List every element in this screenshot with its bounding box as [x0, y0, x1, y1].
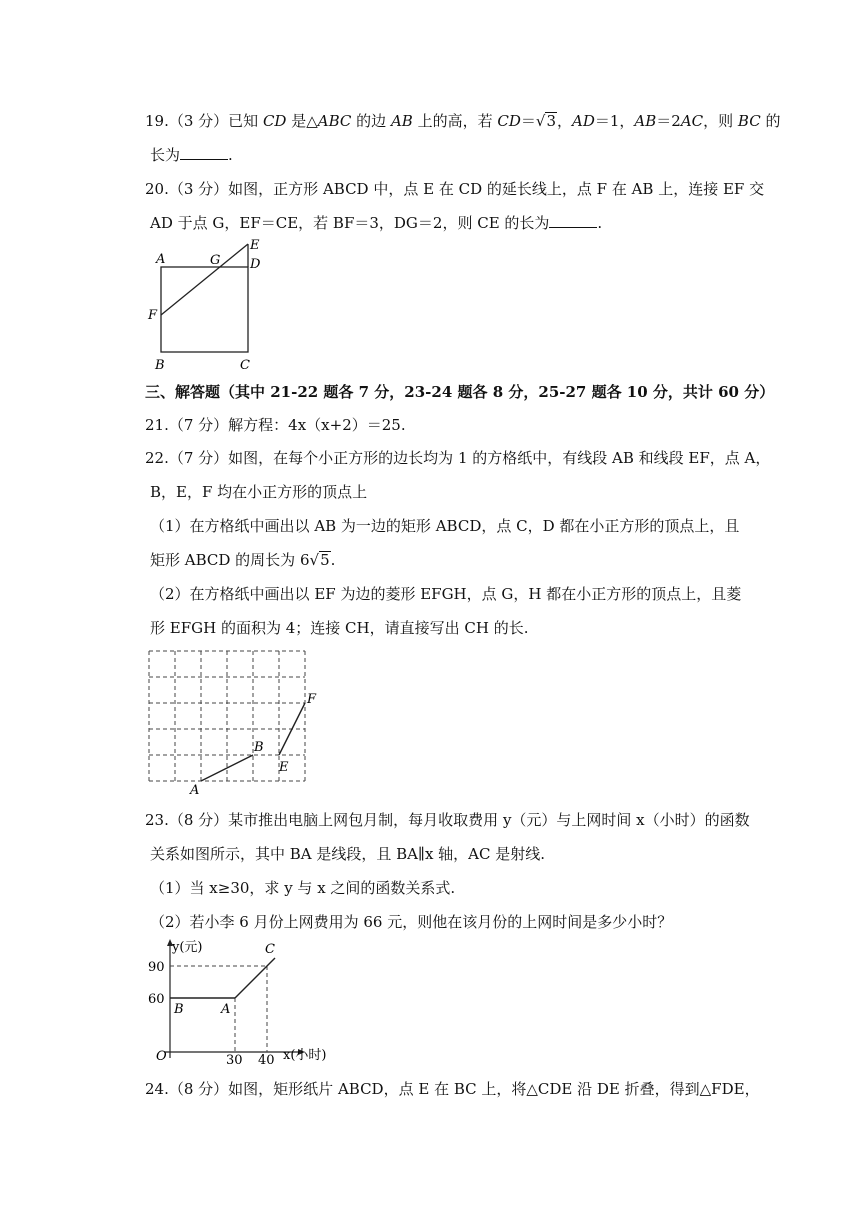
q24-number: 24.: [145, 1080, 169, 1098]
q22-part1-line2: [150, 549, 335, 571]
q21-text: 解方程：4x（x+2）＝25.: [228, 416, 406, 434]
point-c-label: C: [265, 942, 275, 957]
q23-line1: [145, 809, 750, 831]
x-tick-40: 40: [258, 1053, 275, 1066]
section-heading: 三、解答题（其中 21-22 题各 7 分，23-24 题各 8 分，25-27 题各 10 分，共计 60 分）: [145, 383, 775, 401]
q19-text: .: [228, 146, 233, 164]
q19-number: 19.: [145, 112, 169, 130]
q21-points: （7 分）: [168, 416, 229, 434]
x-axis-label: x(小时): [283, 1048, 327, 1063]
q23-cost-graph: [140, 936, 370, 1066]
label-e: E: [279, 760, 289, 775]
label-f: F: [148, 308, 158, 323]
q19-var-cd: CD: [497, 112, 521, 130]
q19-text: ＝2: [656, 112, 681, 130]
label-a: A: [156, 252, 166, 267]
q19-text: ，: [557, 112, 573, 130]
label-b: B: [155, 358, 165, 373]
q19-var-ab: AB: [390, 112, 413, 130]
point-a-label: A: [221, 1002, 231, 1017]
q19-line2: [150, 144, 233, 166]
q19-text: 已知: [228, 112, 263, 130]
y-tick-60: 60: [148, 992, 165, 1007]
label-b: B: [254, 740, 264, 755]
x-tick-30: 30: [226, 1053, 243, 1066]
ray-ac: [235, 958, 275, 998]
q19-text: ，则: [703, 112, 738, 130]
q19-text: 的: [760, 112, 781, 130]
q19-var-abc: ABC: [317, 112, 352, 130]
answer-blank[interactable]: [180, 145, 228, 160]
q19-var-ac: AC: [680, 112, 704, 130]
q22-part2-line1: （2）在方格纸中画出以 EF 为边的菱形 EFGH，点 G，H 都在小正方形的顶点上，且菱: [150, 585, 742, 603]
q21-line: [145, 414, 406, 436]
q20-square-figure: [140, 235, 280, 375]
q24-text: 如图，矩形纸片 ABCD，点 E 在 BC 上，将△CDE 沿 DE 折叠，得到△FDE，: [228, 1080, 760, 1098]
q19-text: ＝: [520, 112, 536, 130]
q23-points: （8 分）: [168, 811, 229, 829]
answer-blank[interactable]: [549, 213, 597, 228]
label-d: D: [250, 257, 261, 272]
q22-grid-figure: [140, 645, 320, 795]
q19-var-ab: AB: [634, 112, 657, 130]
q24-points: （8 分）: [168, 1080, 229, 1098]
sqrt-radicand: 3: [546, 112, 556, 130]
q23-line2: 关系如图所示，其中 BA 是线段，且 BA∥x 轴，AC 是射线.: [150, 845, 546, 863]
q19-var-bc: BC: [737, 112, 761, 130]
q20-text: .: [597, 214, 603, 232]
segment-ef: [161, 244, 248, 315]
sqrt-symbol: √5: [309, 551, 330, 569]
q24-line1: [145, 1078, 760, 1100]
label-f: F: [307, 692, 317, 707]
q19-text: ＝1，: [594, 112, 635, 130]
q22-line1: [145, 447, 770, 469]
q22-number: 22.: [145, 449, 169, 467]
q19-var-ad: AD: [572, 112, 595, 130]
q19-line1: [145, 110, 780, 132]
label-a: A: [190, 783, 200, 795]
q20-line1: [145, 178, 764, 200]
sqrt-symbol: √3: [535, 112, 556, 130]
q20-line2: [150, 212, 602, 234]
q22-text: 如图，在每个小正方形的边长均为 1 的方格纸中，有线段 AB 和线段 EF，点 A，: [228, 449, 771, 467]
q20-number: 20.: [145, 180, 169, 198]
q23-text: 某市推出电脑上网包月制，每月收取费用 y（元）与上网时间 x（小时）的函数: [228, 811, 750, 829]
q19-text: 长为: [150, 146, 181, 164]
label-e: E: [250, 238, 260, 253]
q22-points: （7 分）: [168, 449, 229, 467]
q23-number: 23.: [145, 811, 169, 829]
q22-text: .: [330, 551, 336, 569]
q19-text: 上的高，若: [412, 112, 498, 130]
q19-text: 的边: [351, 112, 391, 130]
q23-part1: （1）当 x≥30，求 y 与 x 之间的函数关系式.: [150, 879, 456, 897]
q22-part1-line1: （1）在方格纸中画出以 AB 为一边的矩形 ABCD，点 C，D 都在小正方形的顶点上，且: [150, 517, 740, 535]
y-axis-label: y(元): [172, 940, 203, 955]
q21-number: 21.: [145, 416, 169, 434]
q22-part2-line2: 形 EFGH 的面积为 4；连接 CH，请直接写出 CH 的长.: [150, 619, 529, 637]
q22-line2: B，E，F 均在小正方形的顶点上: [150, 483, 368, 501]
q22-text: 矩形 ABCD 的周长为 6: [150, 551, 310, 569]
q20-text: AD 于点 G，EF＝CE，若 BF＝3，DG＝2，则 CE 的长为: [150, 214, 550, 232]
q23-part2: （2）若小李 6 月份上网费用为 66 元，则他在该月份的上网时间是多少小时？: [150, 913, 673, 931]
q19-points: （3 分）: [168, 112, 229, 130]
y-tick-90: 90: [148, 960, 165, 975]
label-g: G: [210, 253, 221, 268]
q19-var-cd: CD: [262, 112, 287, 130]
q20-points: （3 分）: [168, 180, 229, 198]
label-c: C: [240, 358, 250, 373]
origin-label: O: [156, 1049, 167, 1064]
sqrt-radicand: 5: [320, 551, 330, 569]
q19-text: 是△: [286, 112, 318, 130]
point-b-label: B: [174, 1002, 184, 1017]
q20-text: 如图，正方形 ABCD 中，点 E 在 CD 的延长线上，点 F 在 AB 上，连接 EF 交: [228, 180, 765, 198]
